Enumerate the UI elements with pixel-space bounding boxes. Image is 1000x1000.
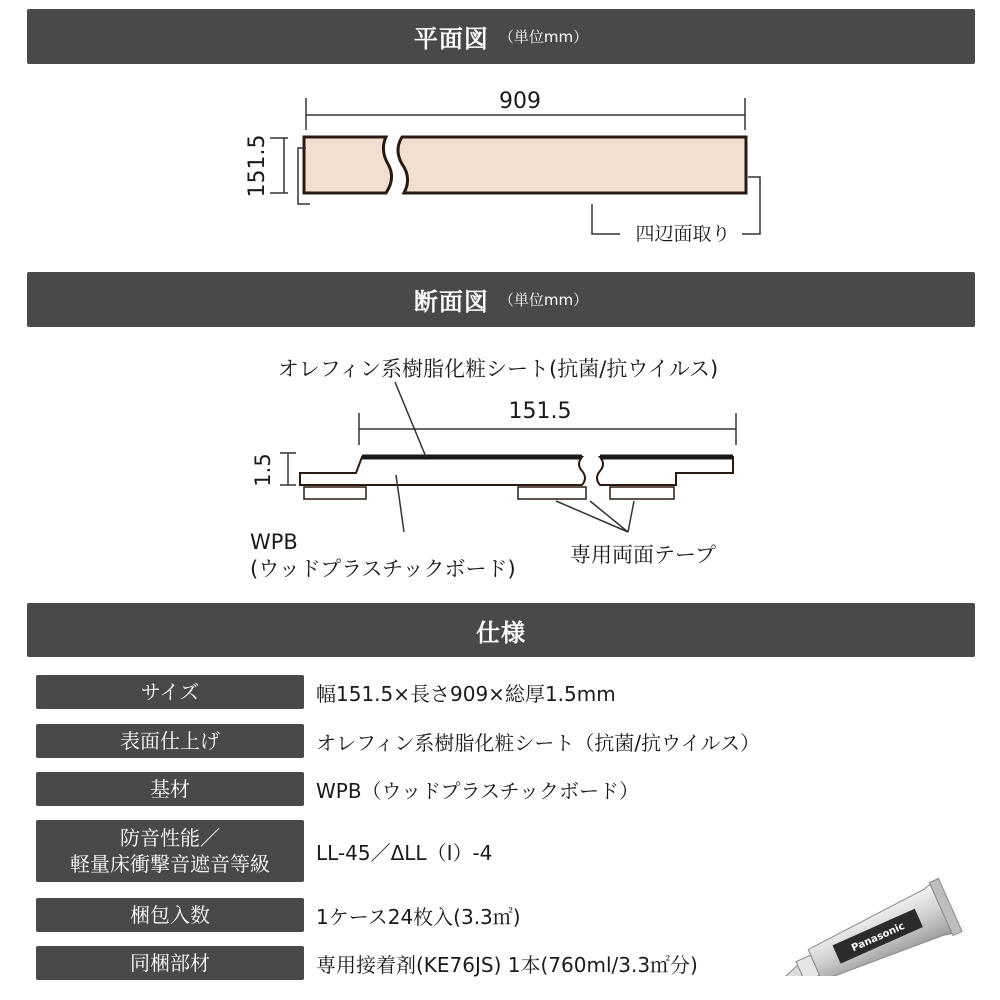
section-width-label: 151.5	[508, 399, 572, 424]
section-view-header	[27, 272, 975, 327]
spec-label-base	[36, 772, 304, 806]
spec-label-soundproof-line2: 軽量床衝撃音遮音等級	[70, 852, 270, 876]
plan-view-unit: （単位mm）	[498, 28, 589, 46]
spec-header	[27, 603, 975, 657]
section-board-right	[597, 457, 733, 485]
section-tape-label: 専用両面テープ	[570, 543, 716, 567]
section-base-label-1: WPB	[250, 530, 298, 554]
tape-1	[304, 487, 366, 499]
section-thickness-dimension	[280, 453, 296, 485]
spec-label-base-text: 基材	[150, 777, 190, 801]
spec-label-package-text: 梱包入数	[130, 903, 210, 927]
spec-title: 仕様	[476, 618, 526, 647]
adhesive-tube-image	[766, 876, 976, 976]
spec-label-package	[36, 898, 304, 932]
section-view-title: 断面図	[413, 288, 489, 316]
spec-label-soundproof	[36, 820, 304, 882]
section-view-unit: （単位mm）	[498, 291, 589, 309]
section-view-svg	[0, 327, 1000, 603]
section-base-label-2: (ウッドプラスチックボード)	[250, 557, 516, 581]
tube-brand-text: Panasonic	[850, 920, 907, 955]
plan-width-dimension	[270, 138, 288, 193]
spec-value-base: WPB（ウッドプラスチックボード）	[316, 778, 639, 803]
section-board-left	[300, 457, 585, 485]
spec-value-package: 1ケース24枚入(3.3㎡)	[316, 904, 521, 929]
spec-row-base	[36, 772, 976, 806]
plan-length-label: 909	[499, 89, 541, 114]
tape-2	[518, 487, 586, 499]
spec-label-surface-text: 表面仕上げ	[120, 729, 220, 753]
plan-view-drawing	[0, 64, 1000, 272]
spec-row-soundproof	[36, 820, 976, 882]
spec-row-size	[36, 675, 976, 709]
plan-board-right	[398, 137, 746, 193]
plan-board-left	[304, 137, 392, 193]
tape-3	[610, 487, 674, 499]
spec-label-size-text: サイズ	[140, 680, 200, 704]
section-surface-label: オレフィン系樹脂化粧シート(抗菌/抗ウイルス)	[277, 357, 719, 381]
plan-chamfer-label: 四辺面取り	[635, 223, 731, 245]
spec-row-surface	[36, 724, 976, 758]
spec-label-accessory-text: 同梱部材	[130, 951, 210, 975]
spec-value-size: 幅151.5×長さ909×総厚1.5mm	[316, 681, 616, 706]
plan-view-header	[27, 9, 975, 64]
section-thickness-label: 1.5	[251, 453, 275, 487]
spec-label-size	[36, 675, 304, 709]
spec-label-surface	[36, 724, 304, 758]
plan-width-label: 151.5	[245, 134, 270, 198]
spec-label-accessory	[36, 946, 304, 980]
spec-value-surface: オレフィン系樹脂化粧シート（抗菌/抗ウイルス）	[316, 730, 760, 755]
plan-view-svg	[0, 64, 1000, 272]
plan-view-title: 平面図	[413, 25, 489, 53]
spec-value-soundproof: LL-45／ΔLL（Ⅰ）-4	[316, 840, 493, 865]
spec-value-accessory: 専用接着剤(KE76JS) 1本(760ml/3.3㎡分)	[316, 952, 698, 977]
section-view-drawing	[0, 327, 1000, 603]
adhesive-tube-svg	[766, 876, 976, 976]
spec-label-soundproof-line1: 防音性能／	[120, 826, 220, 850]
